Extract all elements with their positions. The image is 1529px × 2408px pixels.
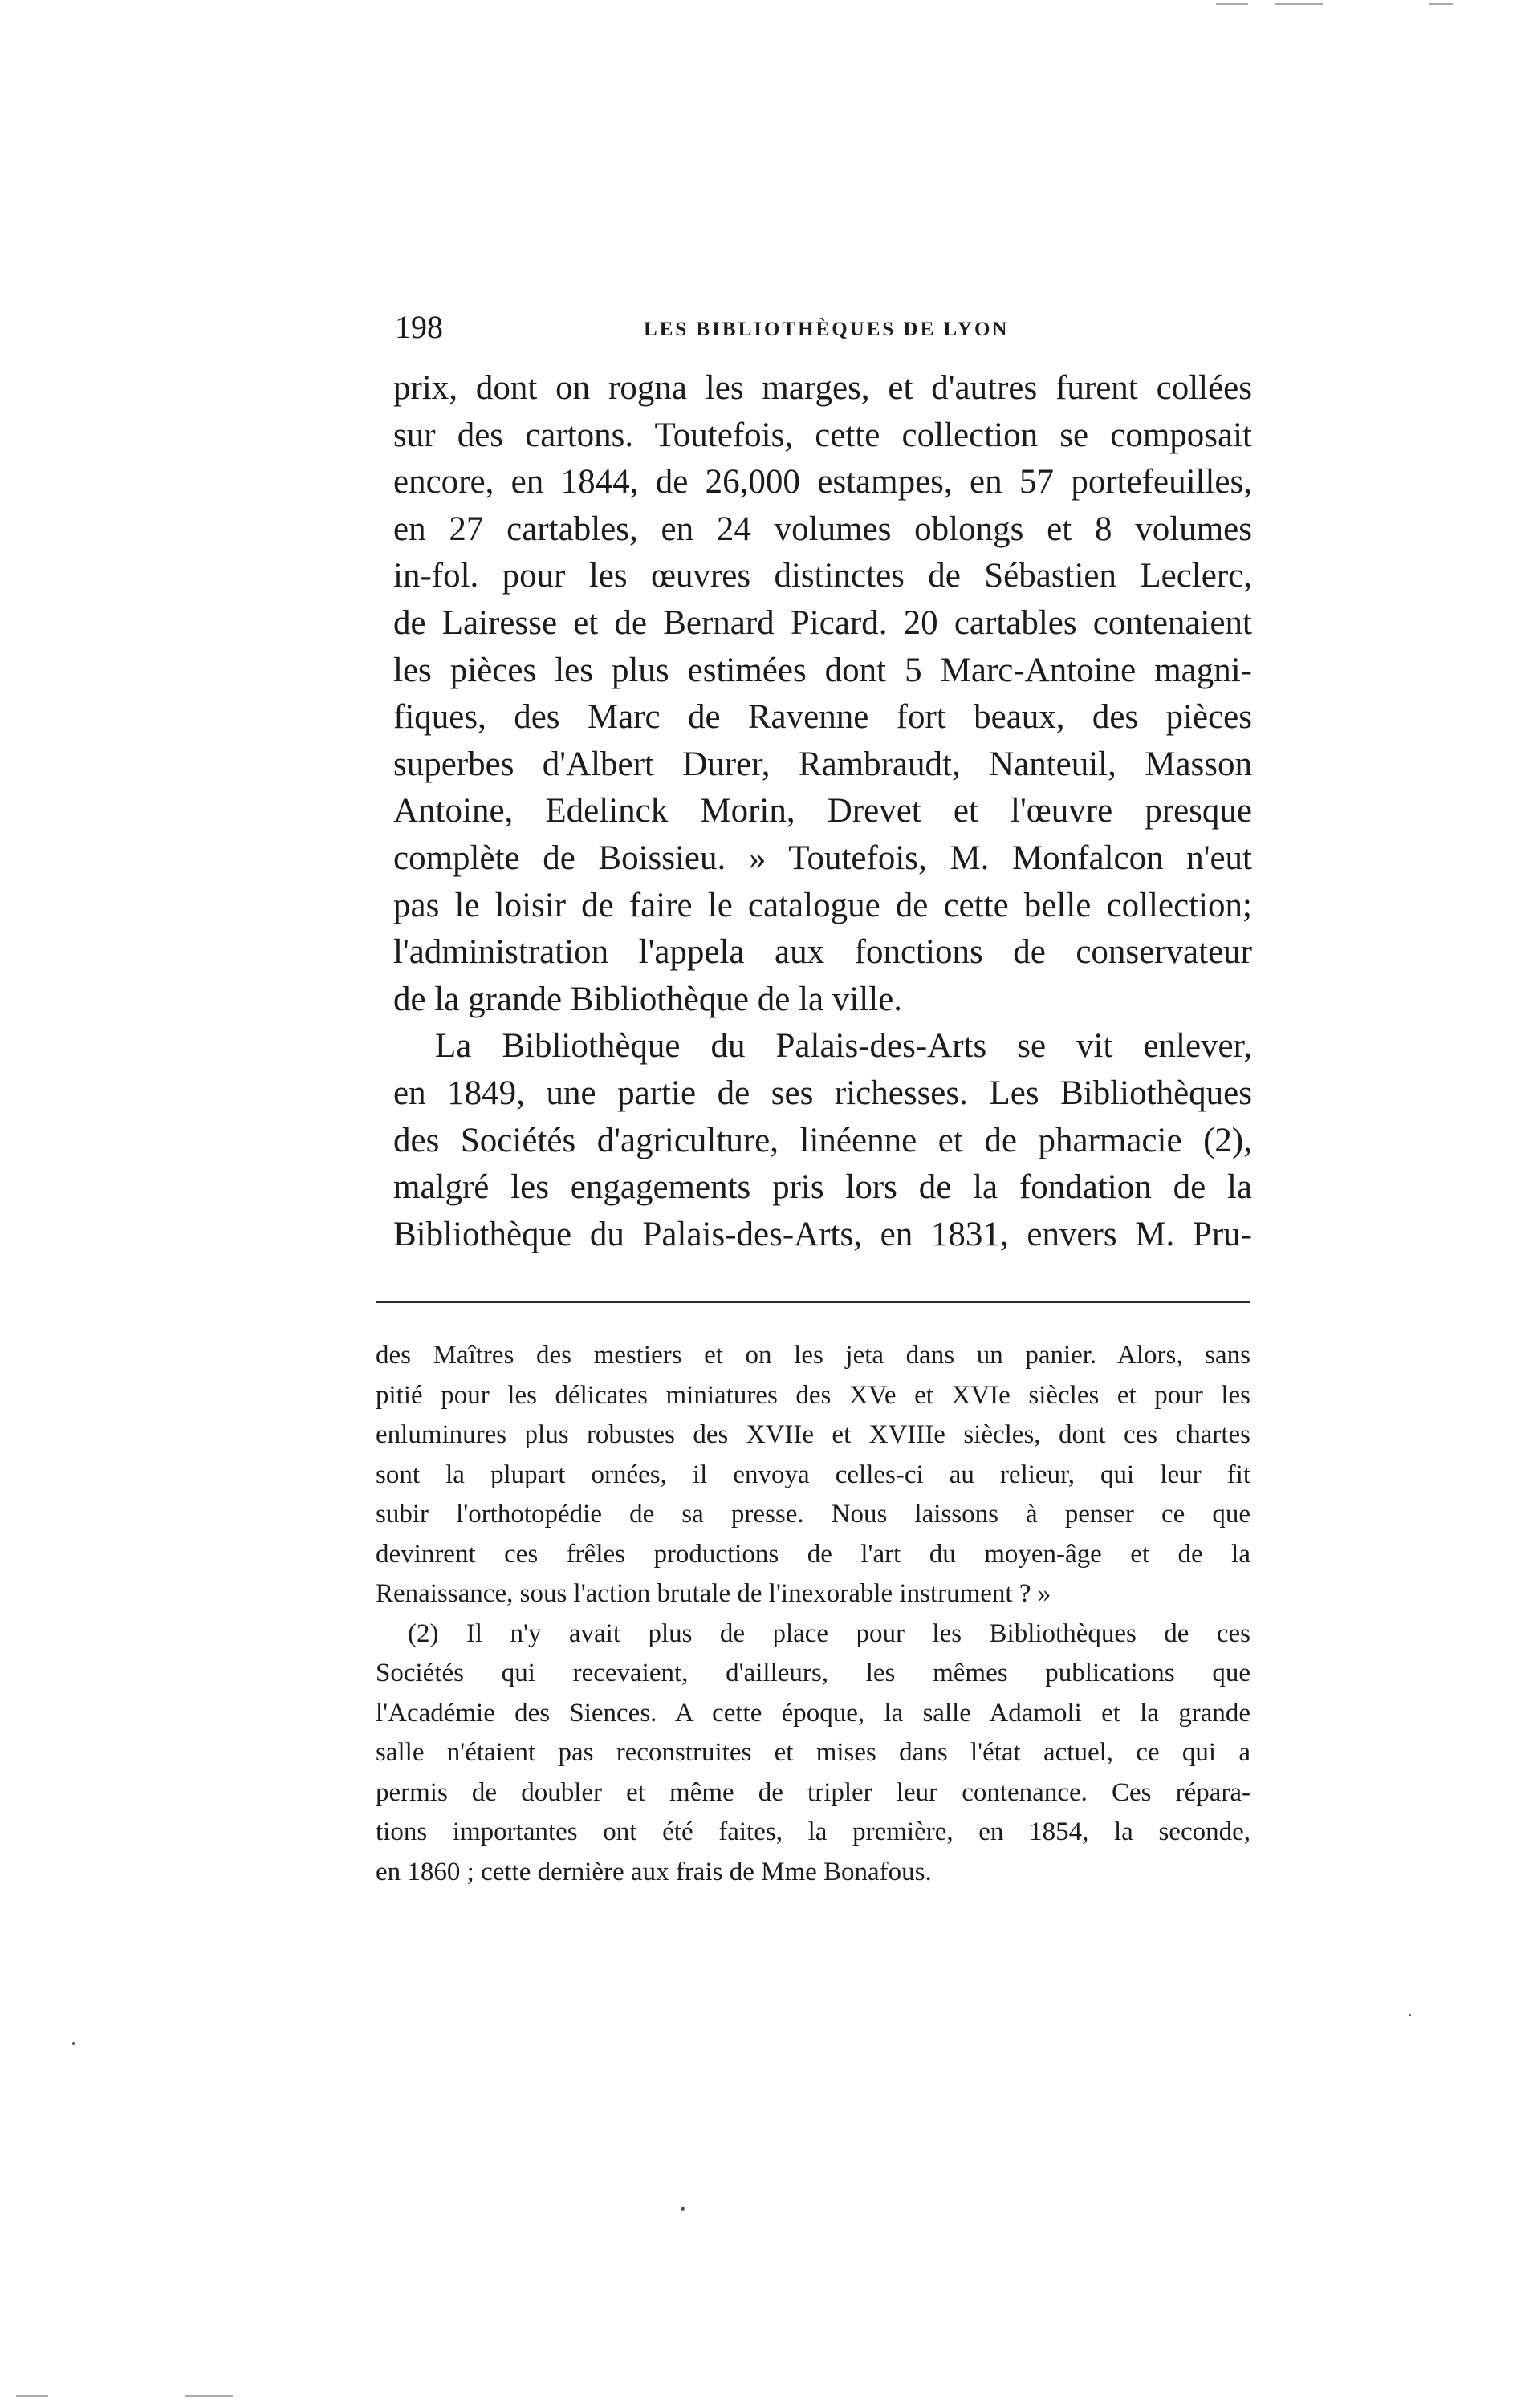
text-line: de la grande Bibliothèque de la ville. [393, 980, 903, 1018]
scan-artifact [1275, 3, 1323, 5]
text-line: encore, en 1844, de 26,000 estampes, en 57 portefeuilles, [393, 463, 1252, 501]
text-line: Antoine, Edelinck Morin, Drevet et l'œuvre presque [393, 792, 1252, 830]
footnote-line: des Maîtres des mestiers et on les jeta dans un panier. Alors, sans [376, 1341, 1250, 1370]
footnote-line: en 1860 ; cette dernière aux frais de Mme Bonafous. [376, 1857, 932, 1886]
text-line: en 27 cartables, en 24 volumes oblongs et 8 volumes [393, 510, 1252, 548]
text-line: Bibliothèque du Palais-des-Arts, en 1831, envers M. Pru- [393, 1215, 1252, 1253]
scan-speck [1409, 2014, 1411, 2016]
text-line: prix, dont on rogna les marges, et d'autres furent collées [393, 369, 1252, 407]
scan-artifact [1429, 3, 1453, 5]
scan-speck [72, 2042, 75, 2045]
page-number: 198 [395, 309, 443, 345]
text-line: les pièces les plus estimées dont 5 Marc-Antoine magni- [393, 651, 1252, 689]
footnote-line: Sociétés qui recevaient, d'ailleurs, les mêmes publications que [376, 1659, 1250, 1687]
footnote-line: salle n'étaient pas reconstruites et mises dans l'état actuel, ce qui a [376, 1738, 1250, 1767]
text-line: in-fol. pour les œuvres distinctes de Sébastien Leclerc, [393, 557, 1252, 595]
scan-artifact [185, 2395, 233, 2397]
text-line: sur des cartons. Toutefois, cette collection se composait [393, 416, 1252, 454]
footnote-line: tions importantes ont été faites, la première, en 1854, la seconde, [376, 1817, 1250, 1846]
footnote-line: (2) Il n'y avait plus de place pour les Bibliothèques de ces [408, 1618, 1250, 1648]
text-line: complète de Boissieu. » Toutefois, M. Monfalcon n'eut [393, 839, 1252, 877]
page-header [395, 303, 1246, 351]
footnote-line: enluminures plus robustes des XVIIe et XVIIIe siècles, dont ces chartes [376, 1420, 1250, 1449]
text-line: en 1849, une partie de ses richesses. Les Bibliothèques [393, 1074, 1252, 1112]
text-line: fiques, des Marc de Ravenne fort beaux, des pièces [393, 698, 1252, 737]
text-line: malgré les engagements pris lors de la fondation de la [393, 1168, 1252, 1207]
footnotes [376, 1336, 1250, 1892]
footnote-line: permis de doubler et même de tripler leur contenance. Ces répara- [376, 1777, 1250, 1807]
text-line: La Bibliothèque du Palais-des-Arts se vit enlever, [435, 1027, 1252, 1066]
footnote-line: subir l'orthotopédie de sa presse. Nous laissons à penser ce que [376, 1500, 1250, 1529]
scan-artifact [1216, 3, 1248, 5]
footnote-line: Renaissance, sous l'action brutale de l'inexorable instrument ? » [376, 1579, 1051, 1608]
footnote-line: pitié pour les délicates miniatures des XVe et XVIe siècles et pour les [376, 1380, 1250, 1410]
scan-artifact [16, 2395, 48, 2397]
scan-speck [681, 2207, 685, 2211]
text-line: de Lairesse et de Bernard Picard. 20 cartables contenaient [393, 603, 1252, 642]
running-title: LES BIBLIOTHÈQUES DE LYON [644, 319, 1010, 340]
footnote-line: l'Académie des Siences. A cette époque, la salle Adamoli et la grande [376, 1698, 1250, 1728]
text-line: des Sociétés d'agriculture, linéenne et de pharmacie (2), [393, 1121, 1252, 1159]
footnote-line: devinrent ces frêles productions de l'art du moyen-âge et de la [376, 1539, 1250, 1569]
main-text [393, 365, 1252, 1258]
text-line: superbes d'Albert Durer, Rambraudt, Nanteuil, Masson [393, 745, 1252, 783]
text-line: l'administration l'appela aux fonctions de conservateur [393, 933, 1252, 972]
text-line: pas le loisir de faire le catalogue de cette belle collection; [393, 886, 1252, 924]
footnote-separator [376, 1301, 1250, 1303]
footnote-line: sont la plupart ornées, il envoya celles-ci au relieur, qui leur fit [376, 1460, 1250, 1489]
